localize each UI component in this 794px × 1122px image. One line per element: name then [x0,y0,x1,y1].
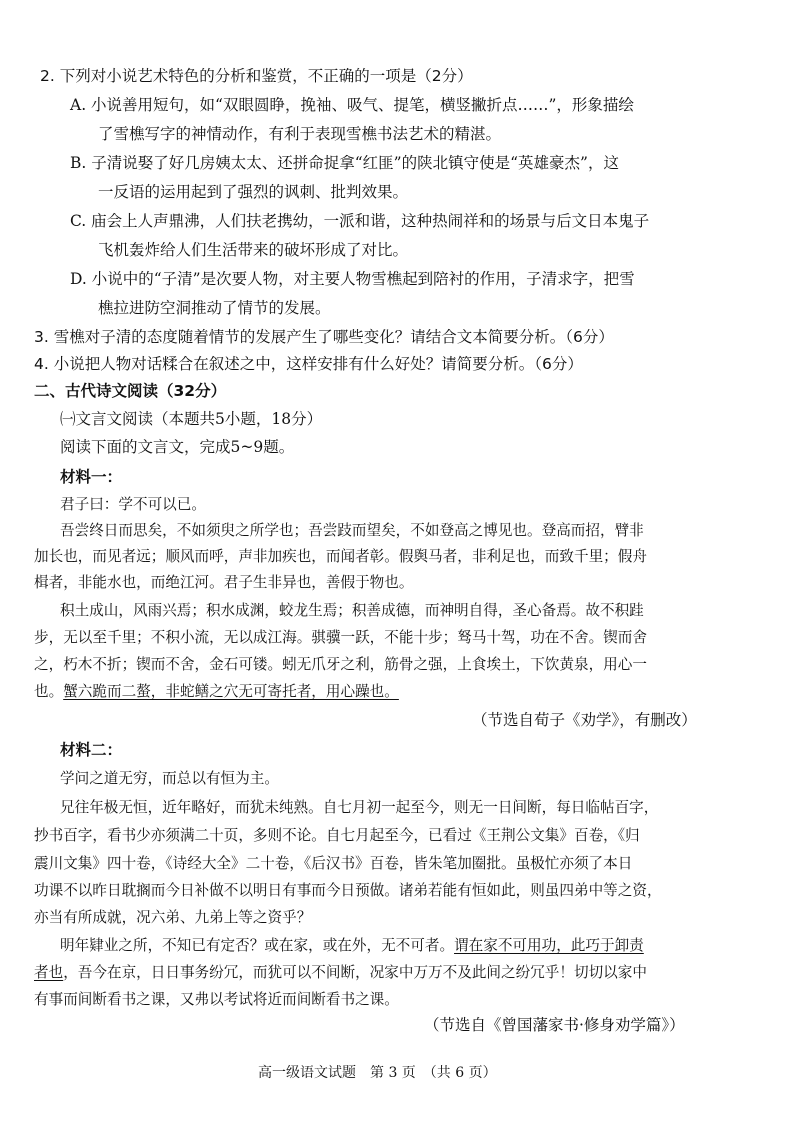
material-1-underlined-sentence: 蟹六跪而二螯，非蛇鳝之穴无可寄托者，用心躁也。 [63,683,399,700]
option-b-line-2: 一反语的运用起到了强烈的讽刺、批判效果。 [98,183,409,201]
question-2-stem: 2. 下列对小说艺术特色的分析和鉴赏，不正确的一项是（2分） [40,67,473,85]
option-d-line-1: D. 小说中的“子清”是次要人物，对主要人物雪樵起到陪衬的作用，子清求字，把雪 [70,270,635,288]
material-1-line-4: 楫者，非能水也，而绝江河。君子生非异也，善假于物也。 [34,574,414,591]
material-1-line-8 [34,682,399,702]
material-2-underlined-part-1: 谓在家不可用功，此巧于卸责 [454,937,644,954]
option-c-line-1: C. 庙会上人声鼎沸，人们扶老携幼，一派和谐，这种热闹祥和的场景与后文日本鬼子 [70,212,650,230]
page-footer: 高一级语文试题 第 3 页 （共 6 页） [258,1065,497,1081]
question-3: 3. 雪樵对子清的态度随着情节的发展产生了哪些变化？请结合文本简要分析。（6分） [34,328,614,346]
material-1-line-5: 积土成山，风雨兴焉；积水成渊，蛟龙生焉；积善成德，而神明自得，圣心备焉。故不积跬 [60,602,644,619]
material-2-line-5: 功课不以昨日耽搁而今日补做不以明日有事而今日预做。诸弟若能有恒如此，则虽四弟中等之资， [34,882,662,899]
section-2-instruction: 阅读下面的文言文，完成5~9题。 [60,438,295,456]
section-2-heading: 二、古代诗文阅读（32分） [34,382,227,400]
option-a-line-2: 了雪樵写字的神情动作，有利于表现雪樵书法艺术的精湛。 [98,125,502,143]
material-2-line-1: 学问之道无穷，而总以有恒为主。 [60,770,279,787]
question-4: 4. 小说把人物对话糅合在叙述之中，这样安排有什么好处？请简要分析。（6分） [34,355,583,373]
material-1-source: （节选自荀子《劝学》，有删改） [472,711,697,729]
option-c-line-2: 飞机轰炸给人们生活带来的破坏形成了对比。 [98,241,409,259]
material-2-line-9: 有事而间断看书之课，又弗以考试将近而间断看书之课。 [34,991,399,1008]
material-2-line-7 [60,936,644,956]
material-1-line-3: 加长也，而见者远；顺风而呼，声非加疾也，而闻者彰。假舆马者，非利足也，而致千里；假舟 [34,548,647,565]
material-2-line-8 [34,963,647,983]
material-2-line-2: 兄往年极无恒，近年略好，而犹未纯熟。自七月初一起至今，则无一日间断，每日临帖百字， [60,799,659,816]
material-2-line-8-rest: ，吾今在京，日日事务纷冗，而犹可以不间断，况家中万万不及此间之纷冗乎！切切以家中 [63,964,647,981]
section-2-subheading: ㈠文言文阅读（本题共5小题，18分） [60,410,323,428]
material-1-line-8-start: 也。 [34,683,64,700]
option-a-line-1: A. 小说善用短句，如“双眼圆睁，挽袖、吸气、提笔，横竖撇折点……”，形象描绘 [70,96,634,114]
material-2-source: （节选自《曾国藩家书·修身劝学篇》） [424,1016,685,1034]
option-b-line-1: B. 子清说娶了好几房姨太太、还拼命捉拿“红匪”的陕北镇守使是“英雄豪杰”，这 [70,154,619,172]
material-2-line-3: 抄书百字，看书少亦须满二十页，多则不论。自七月起至今，已看过《王荆公文集》百卷，《归 [34,827,640,844]
material-1-title: 材料一： [60,468,123,486]
option-d-line-2: 樵拉进防空洞推动了情节的发展。 [98,299,331,317]
material-1-line-1: 君子曰：学不可以已。 [60,496,206,513]
material-2-line-7-start: 明年肄业之所，不知已有定否？或在家，或在外，无不可者。 [60,937,455,954]
material-1-line-2: 吾尝终日而思矣，不如须臾之所学也；吾尝跂而望矣，不如登高之博见也。登高而招，臂非 [60,522,644,539]
material-1-line-6: 步，无以至千里；不积小流，无以成江海。骐骥一跃，不能十步；驽马十驾，功在不舍。锲而舍 [34,629,647,646]
material-2-underlined-part-2: 者也 [34,964,64,981]
material-2-line-6: 亦当有所成就，况六弟、九弟上等之资乎？ [34,909,312,926]
material-2-title: 材料二： [60,741,123,759]
material-1-line-7: 之，朽木不折；锲而不舍，金石可镂。蚓无爪牙之利，筋骨之强，上食埃土，下饮黄泉，用心一 [34,656,647,673]
material-2-line-4: 震川文集》四十卷，《诗经大全》二十卷，《后汉书》百卷，皆朱笔加圈批。虽极忙亦须了本日 [34,855,633,872]
